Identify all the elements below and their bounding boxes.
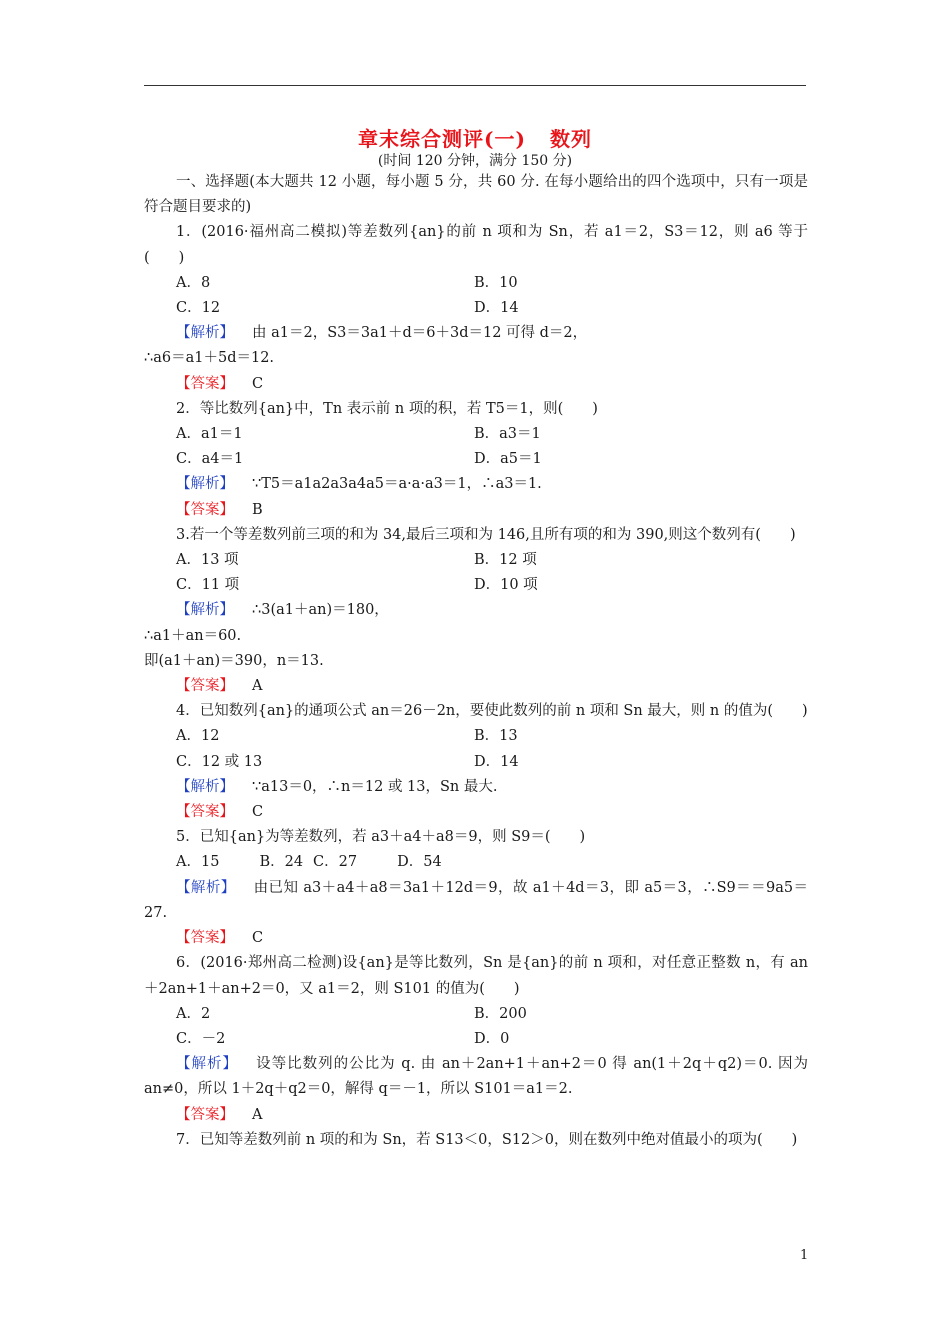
analysis-label: 【解析】 bbox=[176, 778, 234, 795]
option: D．14 bbox=[474, 300, 519, 317]
option: D．14 bbox=[474, 753, 519, 770]
option: C．27 bbox=[313, 854, 358, 871]
analysis-line bbox=[144, 876, 808, 926]
answer-label: 【答案】 bbox=[176, 501, 234, 518]
answer-value: A bbox=[252, 678, 263, 695]
header-rule bbox=[144, 85, 806, 86]
option: D．0 bbox=[474, 1030, 510, 1047]
options-row bbox=[176, 850, 808, 875]
option: D．a5＝1 bbox=[474, 451, 542, 468]
option: B．12 项 bbox=[474, 552, 537, 569]
analysis-text: 由已知 a3＋a4＋a8＝3a1＋12d＝9，故 a1＋4d＝3，即 a5＝3，∴S9＝＝9a5＝27. bbox=[144, 879, 808, 921]
option: A．a1＝1 bbox=[176, 426, 243, 443]
answer-value: A bbox=[252, 1106, 263, 1123]
title-topic: 数列 bbox=[549, 127, 592, 151]
analysis-text: ∵T5＝a1a2a3a4a5＝a·a·a3＝1，∴a3＝1. bbox=[252, 476, 542, 493]
answer-value: C bbox=[252, 804, 264, 821]
option: B．13 bbox=[474, 728, 518, 745]
analysis-label: 【解析】 bbox=[176, 879, 236, 896]
option: A．13 项 bbox=[176, 552, 239, 569]
answer-label: 【答案】 bbox=[176, 804, 234, 821]
option: C．11 项 bbox=[176, 577, 240, 594]
answer-label: 【答案】 bbox=[176, 930, 234, 947]
option: A．8 bbox=[176, 274, 211, 291]
question-stem-5: 5．已知{an}为等差数列，若 a3＋a4＋a8＝9，则 S9＝( ) bbox=[176, 829, 586, 846]
option: C．－2 bbox=[176, 1030, 226, 1047]
analysis-line bbox=[144, 598, 808, 623]
option: D．54 bbox=[397, 854, 442, 871]
option: C．a4＝1 bbox=[176, 451, 244, 468]
answer-label: 【答案】 bbox=[176, 678, 234, 695]
analysis-text: 即(a1＋an)＝390，n＝13. bbox=[144, 652, 324, 669]
question-stem-1: 1．(2016·福州高二模拟)等差数列{an}的前 n 项和为 Sn，若 a1＝2，S3＝12，则 a6 等于( ) bbox=[144, 224, 808, 266]
question-stem-2: 2．等比数列{an}中，Tn 表示前 n 项的积，若 T5＝1，则( ) bbox=[176, 400, 598, 417]
option: B．24 bbox=[259, 854, 304, 871]
question-stem-7: 7．已知等差数列前 n 项的和为 Sn，若 S13＜0，S12＞0，则在数列中绝对值最小的项为( ) bbox=[176, 1131, 798, 1148]
answer-line bbox=[144, 372, 808, 397]
page-title bbox=[0, 123, 950, 152]
answer-line bbox=[144, 1103, 808, 1128]
analysis-line bbox=[144, 472, 808, 497]
option: B．10 bbox=[474, 274, 518, 291]
answer-value: B bbox=[252, 501, 263, 518]
option: B．a3＝1 bbox=[474, 426, 541, 443]
options-row bbox=[176, 724, 808, 749]
analysis-text: 设等比数列的公比为 q. 由 an＋2an+1＋an+2＝0 得 an(1＋2q＋q2)＝0. 因为 an≠0，所以 1＋2q＋q2＝0，解得 q＝－1，所以 S101＝a1＝2. bbox=[144, 1056, 809, 1098]
title-main: 章末综合测评(一) bbox=[358, 127, 526, 151]
page-subtitle: (时间 120 分钟，满分 150 分) bbox=[377, 153, 573, 169]
analysis-line bbox=[144, 321, 808, 346]
analysis-text: ∴3(a1＋an)＝180， bbox=[252, 602, 389, 619]
option: C．12 bbox=[176, 300, 221, 317]
section-intro: 一、选择题(本大题共 12 小题，每小题 5 分，共 60 分. 在每小题给出的四个选项中，只有一项是符合题目要求的) bbox=[144, 174, 808, 216]
option: D．10 项 bbox=[474, 577, 538, 594]
document-body bbox=[144, 170, 808, 1153]
option: A．2 bbox=[176, 1005, 211, 1022]
option: B．200 bbox=[474, 1005, 527, 1022]
answer-label: 【答案】 bbox=[176, 1106, 234, 1123]
analysis-label: 【解析】 bbox=[176, 602, 234, 619]
answer-value: C bbox=[252, 930, 264, 947]
analysis-text: ∴a6＝a1＋5d＝12. bbox=[144, 350, 275, 367]
analysis-label: 【解析】 bbox=[176, 476, 234, 493]
question-stem-4: 4．已知数列{an}的通项公式 an＝26－2n，要使此数列的前 n 项和 Sn 最大，则 n 的值为( ) bbox=[176, 703, 808, 720]
answer-line bbox=[144, 498, 808, 523]
option: A．12 bbox=[176, 728, 220, 745]
answer-label: 【答案】 bbox=[176, 375, 234, 392]
options-row bbox=[176, 750, 808, 775]
question-stem-3: 3.若一个等差数列前三项的和为 34,最后三项和为 146,且所有项的和为 390,则这个数列有( ) bbox=[176, 526, 796, 543]
analysis-text: ∵a13＝0，∴n＝12 或 13，Sn 最大. bbox=[252, 778, 498, 795]
analysis-line bbox=[144, 775, 808, 800]
option: A．15 bbox=[176, 854, 220, 871]
answer-line bbox=[144, 800, 808, 825]
analysis-line bbox=[144, 1052, 808, 1102]
question-stem-6: 6．(2016·郑州高二检测)设{an}是等比数列，Sn 是{an}的前 n 项和，对任意正整数 n，有 an＋2an+1＋an+2＝0，又 a1＝2，则 S101 的值为( ) bbox=[144, 955, 808, 997]
options-row bbox=[176, 573, 808, 598]
analysis-label: 【解析】 bbox=[176, 1056, 239, 1073]
options-row bbox=[176, 271, 808, 296]
answer-line bbox=[144, 926, 808, 951]
answer-value: C bbox=[252, 375, 264, 392]
options-row bbox=[176, 1027, 808, 1052]
option: C．12 或 13 bbox=[176, 753, 263, 770]
analysis-text: 由 a1＝2，S3＝3a1＋d＝6＋3d＝12 可得 d＝2， bbox=[252, 325, 588, 342]
page-number: 1 bbox=[800, 1248, 809, 1263]
analysis-text: ∴a1＋an＝60. bbox=[144, 627, 242, 644]
options-row bbox=[176, 447, 808, 472]
options-row bbox=[176, 422, 808, 447]
options-row bbox=[176, 1002, 808, 1027]
analysis-label: 【解析】 bbox=[176, 325, 234, 342]
answer-line bbox=[144, 674, 808, 699]
options-row bbox=[176, 548, 808, 573]
options-row bbox=[176, 296, 808, 321]
